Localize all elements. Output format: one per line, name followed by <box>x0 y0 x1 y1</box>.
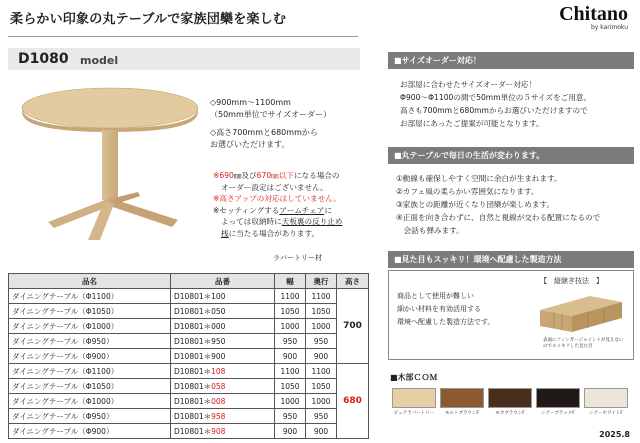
cell-height: 680 <box>337 364 369 439</box>
cell-name: ダイニングテーブル（Φ950） <box>9 409 171 424</box>
cell-height: 700 <box>337 289 369 364</box>
section-line: 環境へ配慮した製造方法です。 <box>397 318 495 326</box>
cell-depth: 1050 <box>306 304 337 319</box>
cell-name: ダイニングテーブル（Φ1000） <box>9 319 171 334</box>
cell-width: 950 <box>275 409 306 424</box>
section-line: 高さも700mmと680mmからお選びいただけますので <box>400 106 588 115</box>
section-size-order-title: ■サイズオーダー対応！ <box>388 52 634 69</box>
cell-depth: 900 <box>306 424 337 439</box>
cell-width: 1100 <box>275 364 306 379</box>
col-width: 幅 <box>275 274 306 289</box>
swatch-color <box>536 388 580 408</box>
section-line: ③家族との距離が近くなり団欒が楽しめます。 <box>396 200 555 209</box>
col-depth: 奥行 <box>306 274 337 289</box>
table-row <box>9 409 369 424</box>
table-row <box>9 319 369 334</box>
section-line: お部屋にあったご提案が可能となります。 <box>400 119 544 128</box>
section-line: 細かい材料を有効活用する <box>397 305 481 313</box>
spec-line: ◇高さ700mmと680mmから <box>210 128 318 137</box>
cell-name: ダイニングテーブル（Φ1100） <box>9 289 171 304</box>
cell-width: 950 <box>275 334 306 349</box>
swatch-name: シアーブラックF <box>541 411 575 416</box>
note-1-cont: オーダー設定はございません。 <box>221 182 328 192</box>
note-2: ※高さアップの対応はしていません。 <box>213 194 341 203</box>
cell-depth: 1000 <box>306 319 337 334</box>
section-line: ②カフェ風の柔らかい雰囲気になります。 <box>396 187 539 196</box>
col-code: 品番 <box>171 274 275 289</box>
cell-code: D10801＊950 <box>171 334 275 349</box>
cell-code: D10801＊908 <box>171 424 275 439</box>
cell-name: ダイニングテーブル（Φ900） <box>9 424 171 439</box>
product-table <box>8 273 369 439</box>
material-note: ラバートリー材 <box>273 254 322 262</box>
model-label: model <box>80 54 119 67</box>
issue-date: 2025.8 <box>599 430 630 439</box>
cell-depth: 1000 <box>306 394 337 409</box>
section-line: 商品として使用が難しい <box>397 292 474 300</box>
note-3-cont2: 桟に当たる場合があります。 <box>221 228 320 238</box>
cell-code: D10801＊000 <box>171 319 275 334</box>
swatch <box>536 388 580 416</box>
model-code: D1080 <box>18 51 69 67</box>
cell-depth: 1100 <box>306 289 337 304</box>
spec-text <box>210 97 331 151</box>
cell-width: 900 <box>275 349 306 364</box>
wood-swatches <box>392 388 628 416</box>
cell-depth: 950 <box>306 334 337 349</box>
section-round-table-title: ■丸テーブルで毎日の生活が変わります。 <box>388 147 634 164</box>
cell-depth: 1100 <box>306 364 337 379</box>
table-row <box>9 379 369 394</box>
brand-sub: by karimoku <box>590 24 628 31</box>
cell-depth: 1050 <box>306 379 337 394</box>
cell-depth: 950 <box>306 409 337 424</box>
col-name: 品名 <box>9 274 171 289</box>
cell-code: D10801＊050 <box>171 304 275 319</box>
cell-width: 900 <box>275 424 306 439</box>
note-3: ※セッティングするアームチェアに <box>213 205 332 215</box>
swatch <box>488 388 532 416</box>
cell-width: 1100 <box>275 289 306 304</box>
table-row <box>9 364 369 379</box>
cell-width: 1050 <box>275 379 306 394</box>
table-row <box>9 394 369 409</box>
section-round-table-text <box>396 172 632 237</box>
cell-name: ダイニングテーブル（Φ1050） <box>9 304 171 319</box>
cell-code: D10801＊108 <box>171 364 275 379</box>
brand-name: Chitano <box>559 3 628 25</box>
col-height: 高さ <box>337 274 369 289</box>
finger-joint-illustration <box>530 290 630 340</box>
cell-code: D10801＊008 <box>171 394 275 409</box>
swatch <box>440 388 484 416</box>
cell-name: ダイニングテーブル（Φ900） <box>9 349 171 364</box>
spec-line: お選びいただけます。 <box>210 140 290 149</box>
swatch <box>584 388 628 416</box>
section-manufacturing-title: ■見た目もスッキリ！環境へ配慮した製造方法 <box>388 251 634 268</box>
cell-width: 1000 <box>275 319 306 334</box>
wood-com-title: ■木部ＣＯＭ <box>390 373 438 382</box>
swatch-color <box>440 388 484 408</box>
cell-code: D10801＊100 <box>171 289 275 304</box>
headline: 柔らかい印象の丸テーブルで家族団欒を楽しむ <box>10 12 287 27</box>
swatch-color <box>392 388 436 408</box>
swatch-color <box>488 388 532 408</box>
cell-name: ダイニングテーブル（Φ1050） <box>9 379 171 394</box>
table-illustration <box>18 80 203 240</box>
brand-logo <box>559 4 628 31</box>
swatch-name: シアーホワイトF <box>589 411 623 416</box>
finger-joint-tag: 【 縦継ぎ技法 】 <box>540 277 603 285</box>
cell-width: 1000 <box>275 394 306 409</box>
cell-name: ダイニングテーブル（Φ1100） <box>9 364 171 379</box>
section-size-order-text <box>400 78 636 130</box>
section-line: ①動線も確保しやすく空間に余白が生まれます。 <box>396 174 562 183</box>
section-line: 会話も弾みます。 <box>396 226 464 235</box>
cell-depth: 900 <box>306 349 337 364</box>
table-header-row <box>9 274 369 289</box>
manufacturing-text <box>397 290 494 329</box>
section-line: Φ900～Φ1100の間で50mm単位の５サイズをご用意。 <box>400 93 592 102</box>
notes <box>213 170 373 239</box>
table-row <box>9 349 369 364</box>
swatch-name: モカブラウンF <box>495 411 525 416</box>
table-row <box>9 424 369 439</box>
section-line: ④正面を向き合わずに、自然と視線が交わる配置になるので <box>396 213 601 222</box>
cell-code: D10801＊058 <box>171 379 275 394</box>
swatch-name: ピュアラバートリー <box>393 411 435 416</box>
note-3-cont: よっては収納時に天板裏の反り止め <box>221 217 343 226</box>
section-line: お部屋に合わせたサイズオーダー対応！ <box>400 80 537 89</box>
finger-joint-caption: 表面にフィンガージョイントが見えないのでスッキリした見た目 <box>543 338 624 349</box>
spec-line: ◇900mm～1100mm <box>210 98 291 107</box>
cell-width: 1050 <box>275 304 306 319</box>
cell-code: D10801＊900 <box>171 349 275 364</box>
swatch <box>392 388 436 416</box>
cell-name: ダイニングテーブル（Φ950） <box>9 334 171 349</box>
swatch-name: モルトブラウンF <box>445 411 479 416</box>
table-row <box>9 304 369 319</box>
spec-line: （50mm単位でサイズオーダー） <box>210 110 332 119</box>
cell-name: ダイニングテーブル（Φ1000） <box>9 394 171 409</box>
swatch-color <box>584 388 628 408</box>
table-row <box>9 289 369 304</box>
note-1: ※690㎜及び670㎜以下になる場合の <box>213 171 340 180</box>
table-row <box>9 334 369 349</box>
cell-code: D10801＊958 <box>171 409 275 424</box>
divider <box>8 36 358 37</box>
